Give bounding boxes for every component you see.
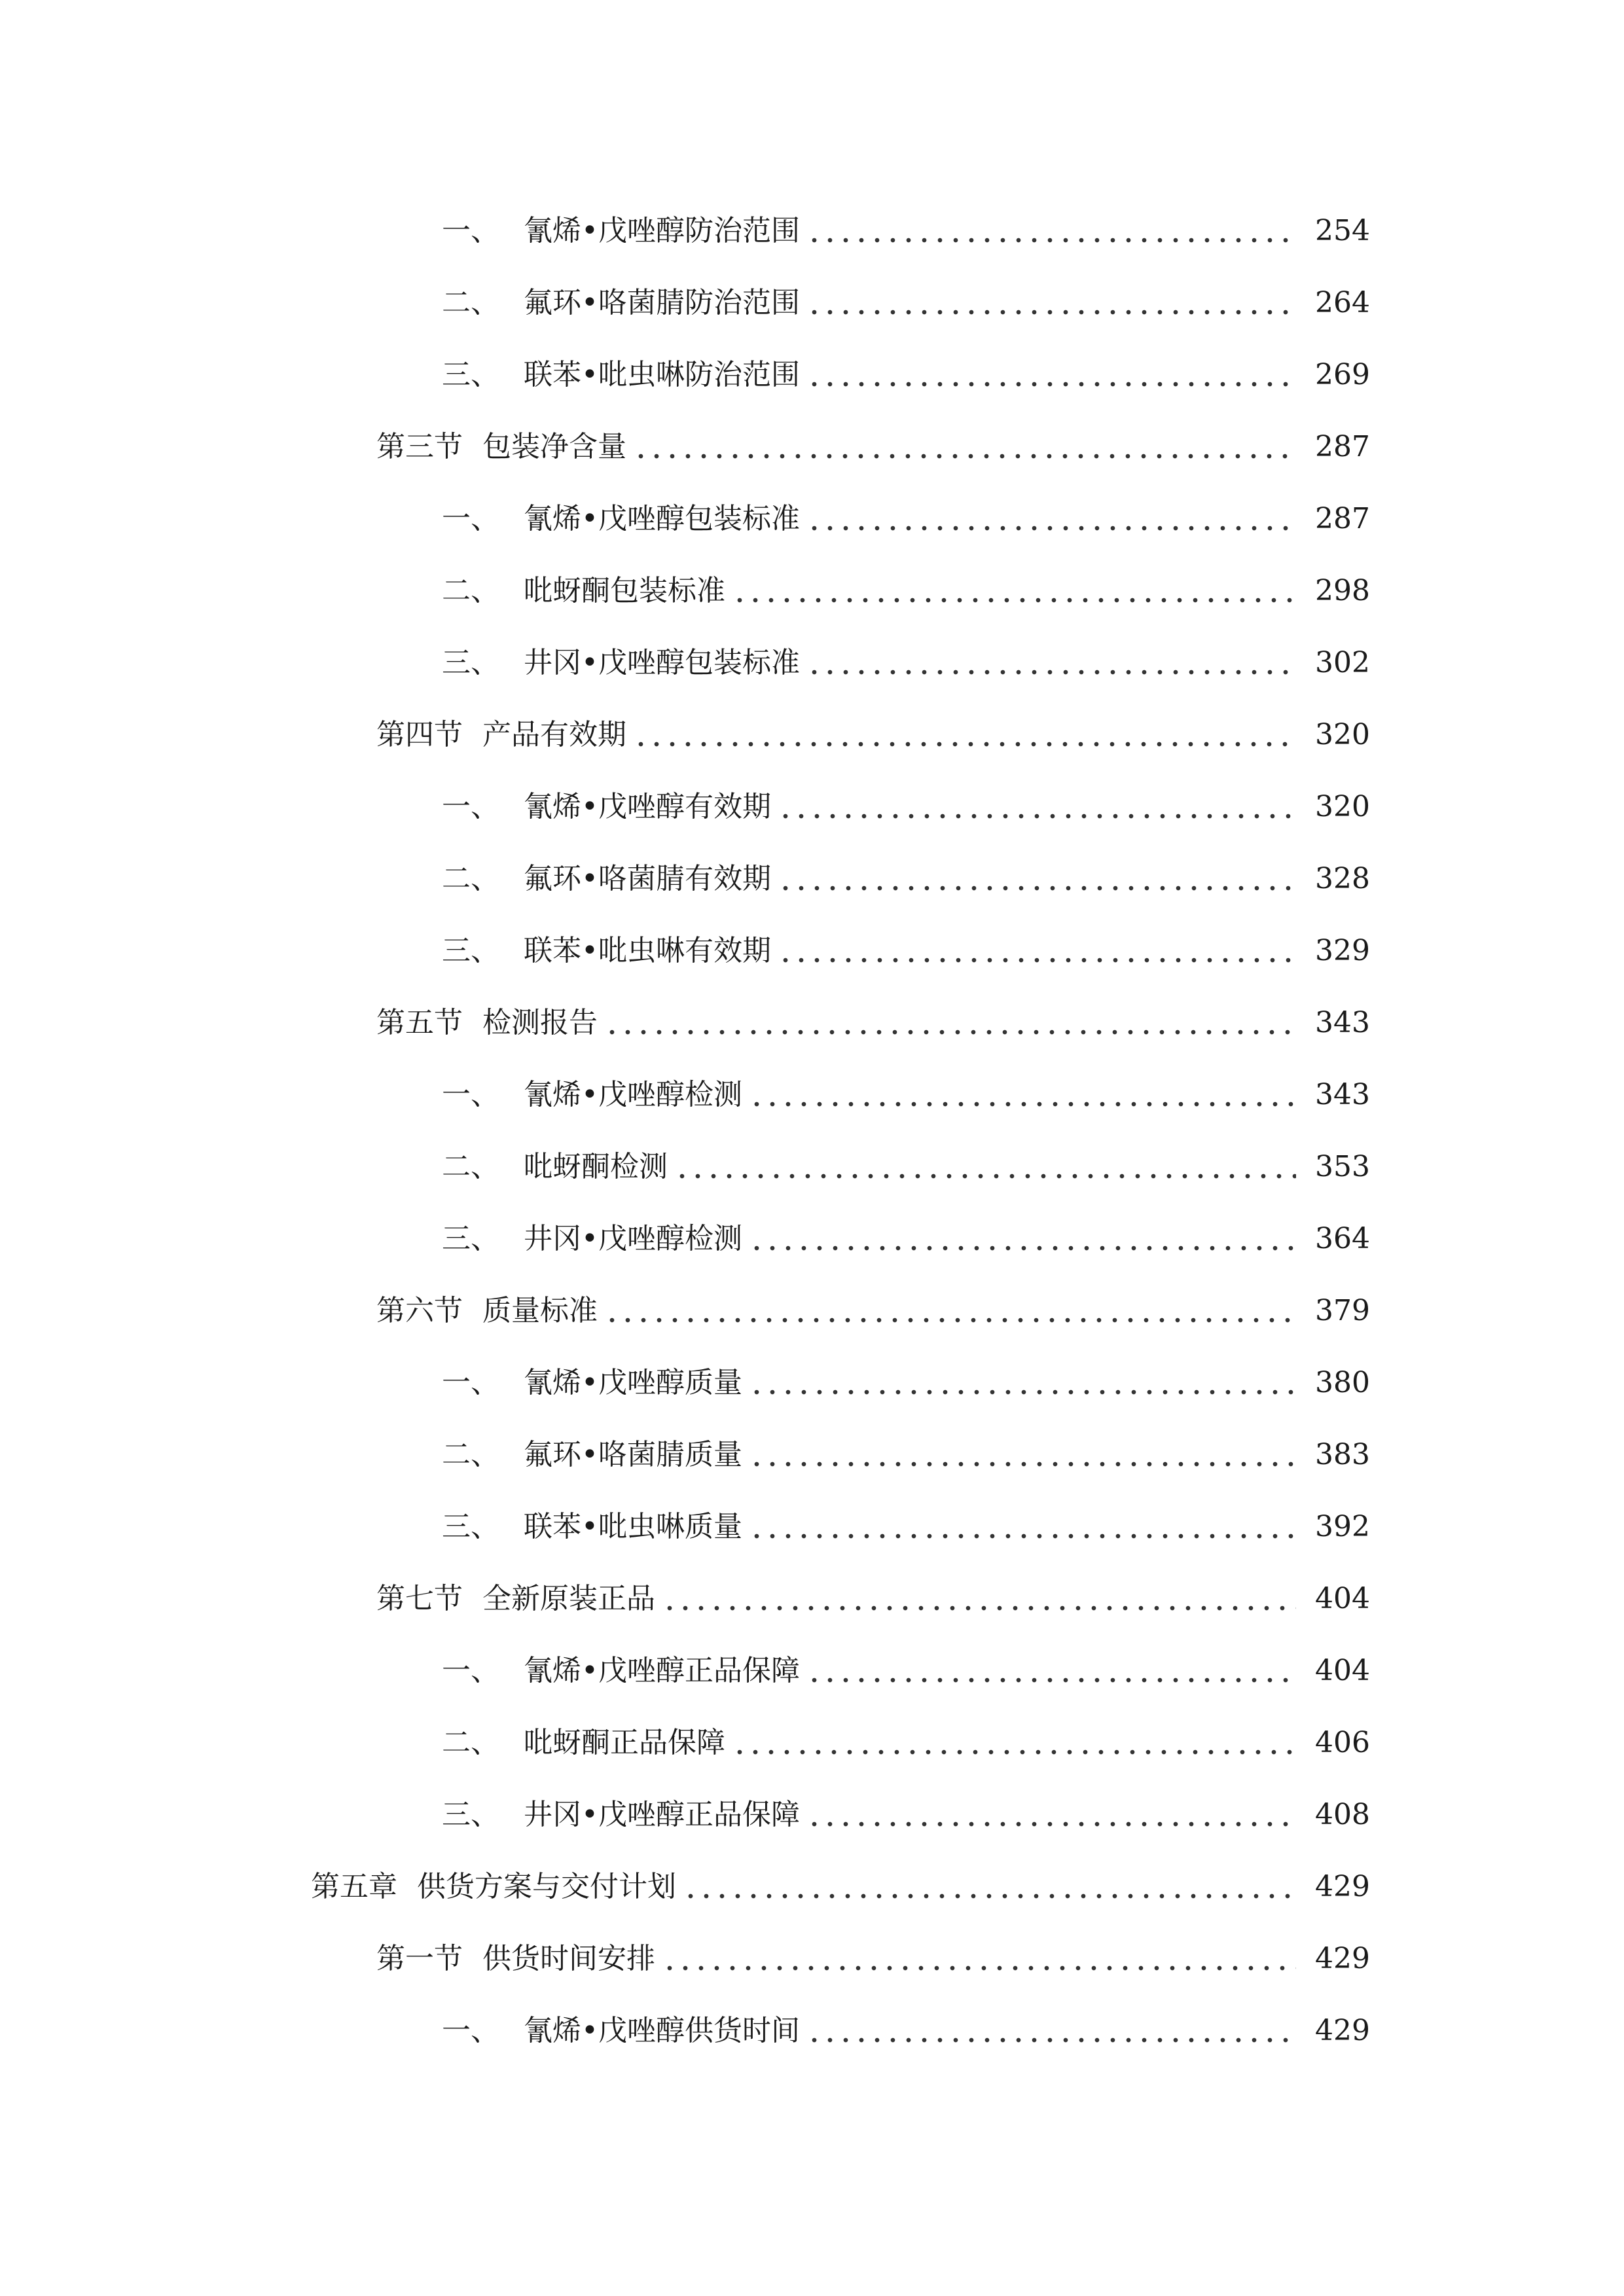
dot-leader xyxy=(683,1860,1296,1932)
toc-entry-10[interactable] xyxy=(0,843,1624,915)
toc-entry-number: 二、 xyxy=(442,574,499,607)
toc-entry-20[interactable] xyxy=(0,1563,1624,1635)
dot-leader xyxy=(633,420,1296,492)
toc-entry-page-number: 392 xyxy=(1315,1510,1370,1543)
toc-entry-title: 产品有效期 xyxy=(482,718,626,751)
toc-entry-title: 吡蚜酮正品保障 xyxy=(524,1726,725,1759)
dot-leader xyxy=(806,1788,1296,1860)
toc-entry-title: 井冈•戊唑醇检测 xyxy=(524,1222,742,1255)
toc-entry-title: 检测报告 xyxy=(482,1006,598,1039)
dot-leader xyxy=(806,348,1296,420)
toc-entry-page-number: 269 xyxy=(1315,358,1370,391)
dot-leader xyxy=(778,780,1296,852)
toc-entry-5[interactable] xyxy=(0,483,1624,555)
toc-entry-21[interactable] xyxy=(0,1635,1624,1707)
toc-entry-3[interactable] xyxy=(0,339,1624,411)
toc-entry-number: 三、 xyxy=(442,1798,499,1831)
toc-entry-title: 吡蚜酮包装标准 xyxy=(524,574,725,607)
toc-entry-18[interactable] xyxy=(0,1419,1624,1491)
dot-leader xyxy=(806,636,1296,708)
toc-entry-2[interactable] xyxy=(0,267,1624,339)
toc-entry-page-number: 429 xyxy=(1315,1870,1370,1903)
toc-entry-title: 井冈•戊唑醇包装标准 xyxy=(524,646,800,679)
toc-entry-25[interactable] xyxy=(0,1923,1624,1995)
toc-entry-1[interactable] xyxy=(0,195,1624,267)
toc-entry-page-number: 429 xyxy=(1315,2014,1370,2047)
toc-entry-number: 二、 xyxy=(442,862,499,895)
dot-leader xyxy=(674,1140,1296,1212)
toc-entry-page-number: 287 xyxy=(1315,430,1370,463)
dot-leader xyxy=(662,1932,1296,2004)
dot-leader xyxy=(806,492,1296,564)
toc-entry-number: 二、 xyxy=(442,1438,499,1471)
toc-entry-number: 一、 xyxy=(442,214,499,247)
toc-entry-title: 氰烯•戊唑醇检测 xyxy=(524,1078,742,1111)
dot-leader xyxy=(633,708,1296,780)
toc-entry-number: 第五节 xyxy=(376,1006,463,1039)
toc-entry-number: 第七节 xyxy=(376,1582,463,1615)
toc-entry-19[interactable] xyxy=(0,1491,1624,1563)
toc-entry-page-number: 364 xyxy=(1315,1222,1370,1255)
toc-entry-page-number: 408 xyxy=(1315,1798,1370,1831)
toc-entry-page-number: 404 xyxy=(1315,1654,1370,1687)
toc-entry-page-number: 379 xyxy=(1315,1294,1370,1327)
toc-entry-6[interactable] xyxy=(0,555,1624,627)
toc-entry-title: 氟环•咯菌腈质量 xyxy=(524,1438,742,1471)
toc-entry-number: 一、 xyxy=(442,1366,499,1399)
toc-entry-number: 三、 xyxy=(442,358,499,391)
toc-entry-22[interactable] xyxy=(0,1707,1624,1779)
toc-entry-title: 井冈•戊唑醇正品保障 xyxy=(524,1798,800,1831)
dot-leader xyxy=(732,564,1296,636)
dot-leader xyxy=(604,1284,1296,1356)
toc-entry-title: 氟环•咯菌腈防治范围 xyxy=(524,286,800,319)
dot-leader xyxy=(806,2004,1296,2076)
toc-entry-page-number: 287 xyxy=(1315,502,1370,535)
toc-entry-page-number: 302 xyxy=(1315,646,1370,679)
toc-entry-page-number: 328 xyxy=(1315,862,1370,895)
toc-entry-page-number: 320 xyxy=(1315,790,1370,823)
dot-leader xyxy=(806,1644,1296,1716)
toc-entry-number: 第三节 xyxy=(376,430,463,463)
toc-entry-title: 联苯•吡虫啉质量 xyxy=(524,1510,742,1543)
toc-entry-title: 氟环•咯菌腈有效期 xyxy=(524,862,771,895)
dot-leader xyxy=(778,924,1296,996)
toc-entry-4[interactable] xyxy=(0,411,1624,483)
toc-entry-number: 第六节 xyxy=(376,1294,463,1327)
dot-leader xyxy=(806,204,1296,276)
toc-entry-title: 氰烯•戊唑醇有效期 xyxy=(524,790,771,823)
toc-entry-number: 一、 xyxy=(442,790,499,823)
toc-entry-title: 全新原装正品 xyxy=(482,1582,655,1615)
toc-entry-number: 二、 xyxy=(442,1150,499,1183)
toc-entry-title: 氰烯•戊唑醇供货时间 xyxy=(524,2014,800,2047)
toc-entry-number: 三、 xyxy=(442,646,499,679)
table-of-contents xyxy=(0,195,1624,2067)
toc-entry-page-number: 343 xyxy=(1315,1078,1370,1111)
toc-entry-number: 第一节 xyxy=(376,1942,463,1975)
toc-entry-page-number: 429 xyxy=(1315,1942,1370,1975)
toc-entry-title: 质量标准 xyxy=(482,1294,598,1327)
toc-entry-page-number: 298 xyxy=(1315,574,1370,607)
toc-entry-11[interactable] xyxy=(0,915,1624,987)
dot-leader xyxy=(778,852,1296,924)
toc-entry-17[interactable] xyxy=(0,1347,1624,1419)
toc-entry-number: 三、 xyxy=(442,1510,499,1543)
toc-entry-page-number: 254 xyxy=(1315,214,1370,247)
toc-entry-24[interactable] xyxy=(0,1851,1624,1923)
toc-entry-7[interactable] xyxy=(0,627,1624,699)
dot-leader xyxy=(604,996,1296,1068)
toc-entry-title: 氰烯•戊唑醇防治范围 xyxy=(524,214,800,247)
toc-entry-title: 供货方案与交付计划 xyxy=(417,1870,676,1903)
toc-entry-title: 氰烯•戊唑醇质量 xyxy=(524,1366,742,1399)
toc-entry-number: 一、 xyxy=(442,1078,499,1111)
toc-entry-page-number: 329 xyxy=(1315,934,1370,967)
toc-entry-title: 氰烯•戊唑醇包装标准 xyxy=(524,502,800,535)
dot-leader xyxy=(749,1428,1296,1500)
toc-entry-16[interactable] xyxy=(0,1275,1624,1347)
toc-entry-page-number: 320 xyxy=(1315,718,1370,751)
dot-leader xyxy=(732,1716,1296,1788)
toc-entry-26[interactable] xyxy=(0,1995,1624,2067)
toc-entry-number: 二、 xyxy=(442,286,499,319)
toc-entry-number: 一、 xyxy=(442,502,499,535)
toc-entry-page-number: 353 xyxy=(1315,1150,1370,1183)
toc-entry-title: 联苯•吡虫啉防治范围 xyxy=(524,358,800,391)
toc-entry-number: 一、 xyxy=(442,2014,499,2047)
toc-entry-number: 第五章 xyxy=(311,1870,397,1903)
toc-entry-9[interactable] xyxy=(0,771,1624,843)
dot-leader xyxy=(749,1356,1296,1428)
toc-entry-page-number: 264 xyxy=(1315,286,1370,319)
toc-entry-8[interactable] xyxy=(0,699,1624,771)
toc-entry-title: 包装净含量 xyxy=(482,430,626,463)
toc-entry-page-number: 406 xyxy=(1315,1726,1370,1759)
toc-entry-number: 三、 xyxy=(442,1222,499,1255)
dot-leader xyxy=(749,1068,1296,1140)
toc-entry-number: 三、 xyxy=(442,934,499,967)
dot-leader xyxy=(749,1500,1296,1572)
toc-entry-number: 第四节 xyxy=(376,718,463,751)
toc-entry-number: 一、 xyxy=(442,1654,499,1687)
toc-entry-title: 联苯•吡虫啉有效期 xyxy=(524,934,771,967)
toc-entry-page-number: 343 xyxy=(1315,1006,1370,1039)
toc-entry-15[interactable] xyxy=(0,1203,1624,1275)
toc-entry-12[interactable] xyxy=(0,987,1624,1059)
toc-entry-title: 氰烯•戊唑醇正品保障 xyxy=(524,1654,800,1687)
toc-entry-23[interactable] xyxy=(0,1779,1624,1851)
dot-leader xyxy=(662,1572,1296,1644)
toc-entry-title: 吡蚜酮检测 xyxy=(524,1150,668,1183)
toc-entry-13[interactable] xyxy=(0,1059,1624,1131)
toc-entry-14[interactable] xyxy=(0,1131,1624,1203)
toc-entry-page-number: 380 xyxy=(1315,1366,1370,1399)
toc-entry-number: 二、 xyxy=(442,1726,499,1759)
toc-entry-page-number: 404 xyxy=(1315,1582,1370,1615)
toc-entry-title: 供货时间安排 xyxy=(482,1942,655,1975)
toc-entry-page-number: 383 xyxy=(1315,1438,1370,1471)
dot-leader xyxy=(749,1212,1296,1284)
dot-leader xyxy=(806,276,1296,348)
